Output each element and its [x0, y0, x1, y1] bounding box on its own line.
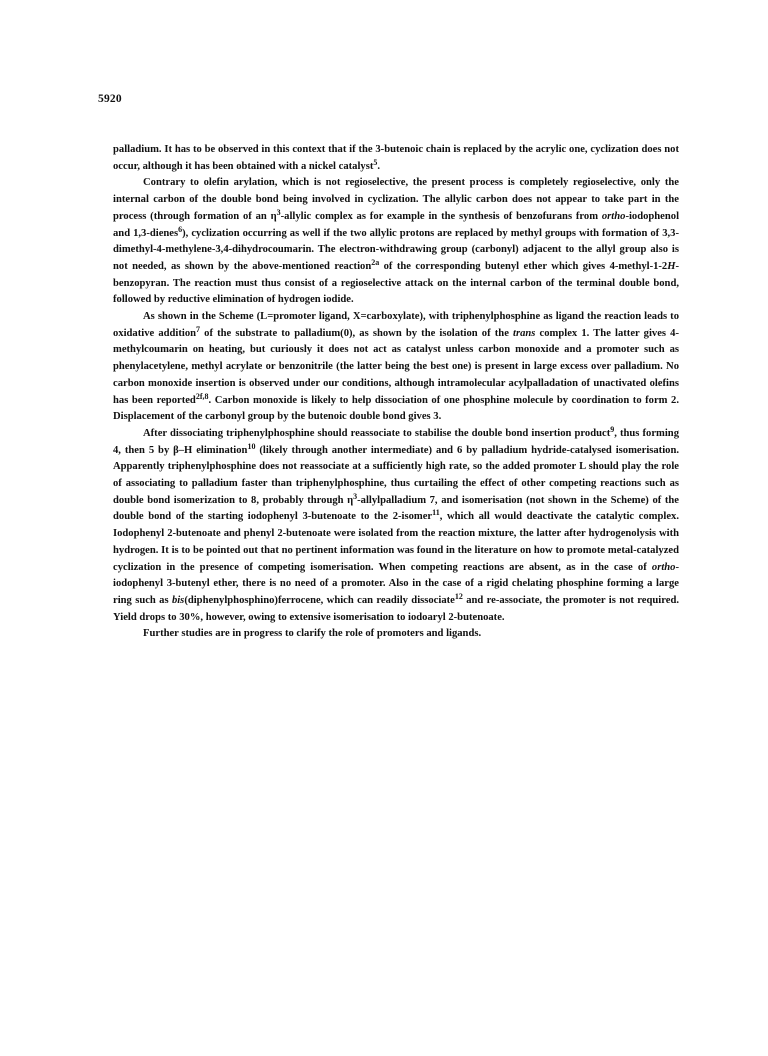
text-run: -iodophenol and 1,3-dienes [113, 210, 680, 239]
footnote-ref: 11 [432, 508, 440, 518]
footnote-ref: 9 [610, 424, 615, 434]
footnote-ref: 2f,8 [195, 391, 209, 401]
text-run: of the substrate to palladium(0), as shown by the isolation of the [200, 327, 514, 339]
text-run: Contrary to olefin arylation, which is not regioselective, the present process is completely regioselective, only the internal carbon of the double bond being involved in cyclization. The allylic carbon does not appear to take part in the process (through formation of an η [113, 177, 679, 222]
text-run: complex 1. The latter gives 4-methylcoumarin on heating, but curiously it does not act as catalyst unless carbon monoxide and a promoter such as phenylacetylene, methyl acrylate or benzonitrile (the latter being the best one) is present in large excess over palladium. No carbon monoxide insertion is observed under our conditions, although intramolecular acylpalladation of unactivated olefins has been reported [113, 327, 679, 406]
text-run: and re-associate, the promoter is not required. Yield drops to 30%, however, owing to extensive isomerisation to iodoaryl 2-butenoate. [113, 594, 679, 623]
paragraph-5 [113, 626, 679, 643]
text-run: palladium. It has to be observed in this context that if the 3-butenoic chain is replaced by the acrylic one, cyclization does not occur, although it has been obtained with a nickel catalyst [113, 144, 679, 172]
italic-term: trans [513, 327, 536, 339]
text-run: ), cyclization occurring as well if the two allylic protons are replaced by methyl groups with formation of 3,3-dimethyl-4-methylene-3,4-dihydrocoumarin. The electron-withdrawing group (carbonyl) adjacent to the allyl group also is not needed, as shown by the above-mentioned reaction [113, 227, 679, 272]
text-run: -allylpalladium 7, and isomerisation (not shown in the Scheme) of the double bond of the starting iodophenyl 3-butenoate to the 2-isomer [113, 494, 679, 523]
text-run: After dissociating triphenylphosphine should reassociate to stabilise the double bond insertion product [143, 427, 611, 439]
body-text [113, 142, 679, 643]
text-run: (diphenylphosphino)ferrocene, which can readily dissociate [184, 594, 455, 606]
text-run: -benzopyran. The reaction must thus consist of a regioselective attack on the internal carbon of the terminal double bond, followed by reductive elimination of hydrogen iodide. [113, 260, 680, 306]
italic-term: bis [171, 594, 185, 606]
italic-term: ortho [601, 210, 626, 222]
footnote-ref: 10 [247, 441, 256, 451]
text-run: Further studies are in progress to clarify the role of promoters and ligands. [143, 628, 482, 640]
italic-term: H [667, 260, 676, 272]
text-run: . [377, 160, 381, 172]
footnote-ref: 12 [454, 591, 463, 601]
text-run: As shown in the Scheme (L=promoter ligand, X=carboxylate), with triphenylphosphine as ligand the reaction leads to oxidative addition [113, 311, 679, 339]
paragraph-4 [113, 426, 679, 626]
footnote-ref: 5 [373, 157, 378, 167]
text-run: -allylic complex as for example in the synthesis of benzofurans from [280, 210, 602, 222]
text-run: -iodophenyl 3-butenyl ether, there is no need of a promoter. Also in the case of a rigid chelating phosphine forming a large ring such as [113, 561, 679, 606]
text-run: of the corresponding butenyl ether which gives 4-methyl-1-2 [379, 260, 668, 272]
footnote-ref: 6 [178, 224, 183, 234]
paragraph-2 [113, 175, 679, 309]
italic-term: ortho [651, 561, 676, 573]
footnote-ref: 2a [371, 257, 380, 267]
page-number: 5920 [98, 93, 122, 105]
footnote-ref: 7 [196, 324, 201, 334]
paragraph-3 [113, 309, 679, 426]
text-run: , which all would deactivate the catalytic complex. Iodophenyl 2-butenoate and phenyl 2-butenoate were isolated from the reaction mixture, the latter after hydrogenolysis with hydrogen. It is to be pointed out that no pertinent information was found in the literature on how to promote metal-catalyzed cyclization in the presence of competing isomerisation. When competing reactions are absent, as in the case of [113, 511, 679, 573]
paragraph-1 [113, 142, 679, 175]
text-run: , thus forming 4, then 5 by β–H elimination [113, 427, 679, 456]
text-run: (likely through another intermediate) and 6 by palladium hydride-catalysed isomerisation. Apparently triphenylphosphine does not reassociate at a sufficiently high rate, so the added promoter L should play the role of associating to palladium faster than triphenylphosphine, thus curtailing the effect of other competing reactions such as double bond isomerization to 8, probably through η [113, 444, 679, 506]
footnote-ref: 3 [276, 207, 281, 217]
text-run: . Carbon monoxide is likely to help dissociation of one phosphine molecule by coordination to form 2. Displacement of the carbonyl group by the butenoic double bond gives 3. [113, 394, 679, 423]
footnote-ref: 3 [353, 491, 358, 501]
